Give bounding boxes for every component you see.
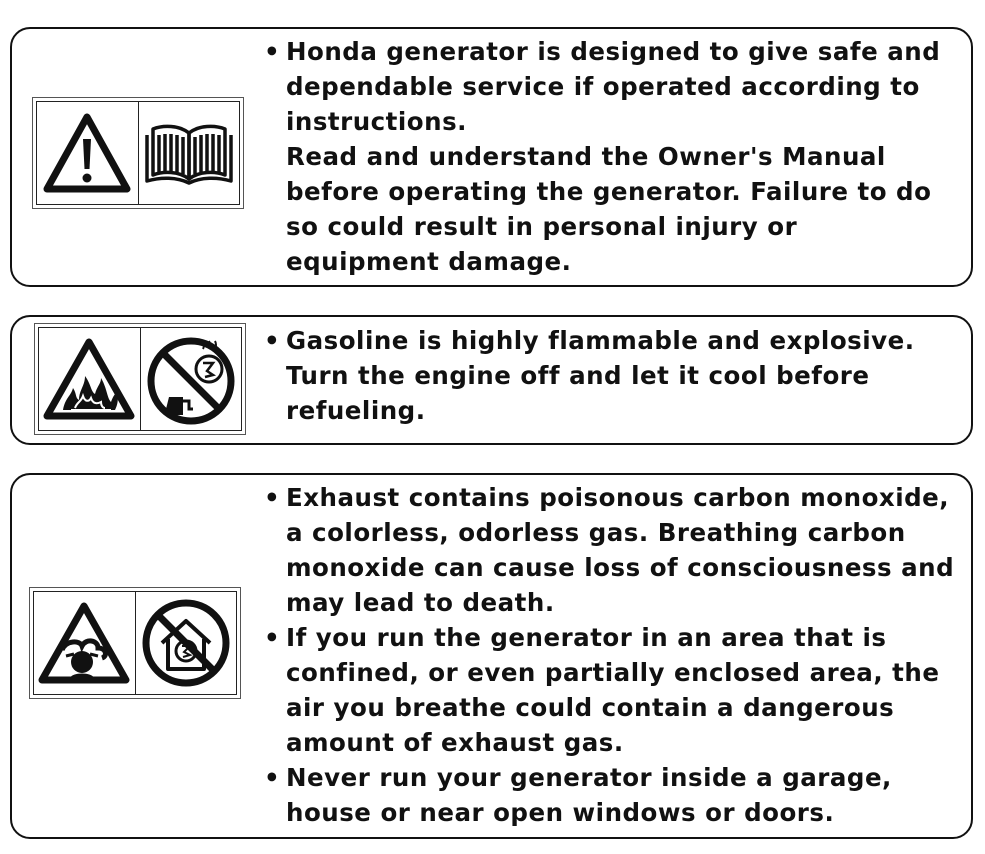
safety-icon-panel [34, 323, 246, 435]
safety-section-exhaust [10, 473, 973, 839]
safety-icon-panel [29, 587, 241, 699]
bullet-symbol: • [264, 763, 281, 792]
bullet-item [264, 323, 957, 428]
safety-icon-panel [32, 97, 244, 209]
bullet-symbol: • [264, 326, 281, 355]
bullet-symbol: • [264, 623, 281, 652]
owners-manual-book-icon [138, 102, 240, 204]
bullet-text: If you run the generator in an area that is confined, or even partially enclosed area, the air you breathe could contain a dangerous amount of exhaust gas. [286, 623, 940, 757]
bullet-text: Never run your generator inside a garage, house or near open windows or doors. [286, 763, 892, 827]
bullet-item [264, 760, 957, 830]
bullet-item [264, 620, 957, 760]
toxic-fumes-icon [34, 592, 135, 694]
no-refueling-while-running-icon [140, 328, 242, 430]
section-text [264, 480, 957, 830]
bullet-symbol: • [264, 37, 281, 66]
warning-triangle-icon [37, 102, 138, 204]
bullet-continuation: Read and understand the Owner's Manual before operating the generator. Failure to do so could result in personal injury or equipment damage. [286, 142, 932, 276]
no-indoor-operation-icon [135, 592, 237, 694]
bullet-text: Honda generator is designed to give safe and dependable service if operated according to instructions. [286, 37, 941, 136]
safety-section-gasoline [10, 315, 973, 445]
bullet-text: Gasoline is highly flammable and explosive. Turn the engine off and let it cool before refueling. [286, 326, 915, 425]
section-text [264, 323, 957, 428]
bullet-text: Exhaust contains poisonous carbon monoxide, a colorless, odorless gas. Breathing carbon monoxide can cause loss of consciousness and may lead to death. [286, 483, 955, 617]
bullet-symbol: • [264, 483, 281, 512]
section-text [264, 34, 957, 279]
safety-section-owners-manual [10, 27, 973, 287]
bullet-item [264, 480, 957, 620]
fire-hazard-icon [39, 328, 140, 430]
bullet-item [264, 34, 957, 139]
